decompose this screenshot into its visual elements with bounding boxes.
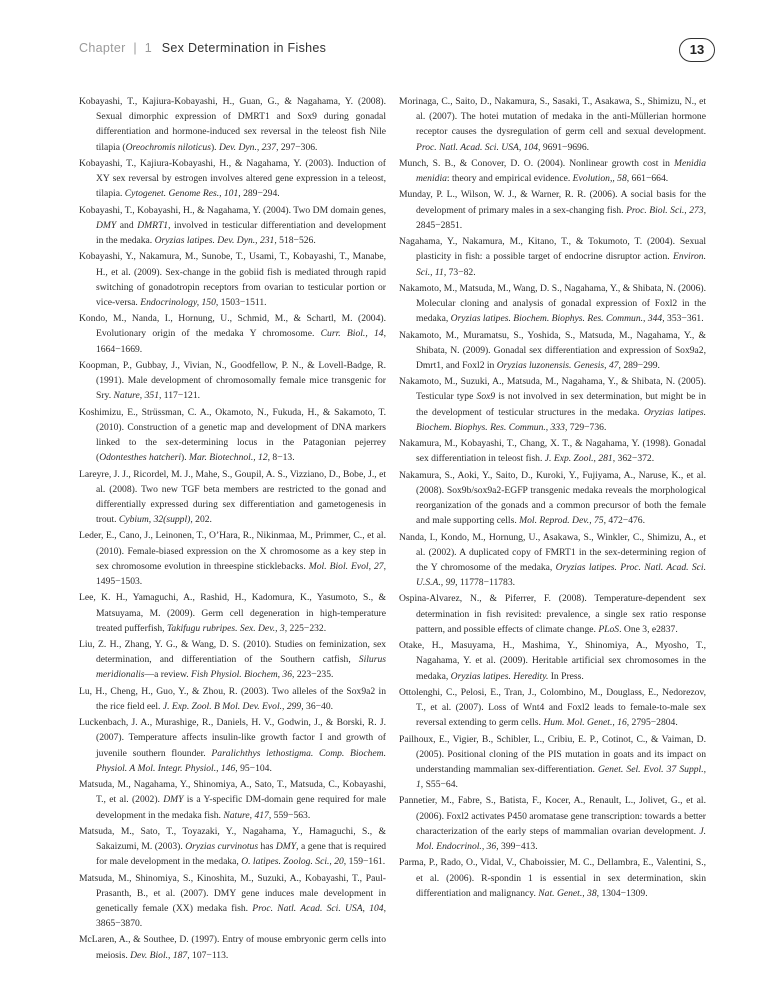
reference-text: , 661−664.	[626, 173, 669, 185]
reference-entry	[79, 156, 386, 202]
reference-text: Luckenbach, J. A., Murashige, R., Daniels, H. V., Godwin, J., & Borski, R. J. (2007). Temperature affects insulin-like growth factor I and growth of juvenile southern flounder.	[79, 717, 386, 759]
reference-text: , 2795−2804.	[626, 717, 678, 729]
reference-italic-text: DMY	[163, 794, 184, 806]
reference-text: , 518−526.	[274, 235, 316, 247]
reference-text: Nakamura, S., Aoki, Y., Saito, D., Kuroki, Y., Fujiyama, A., Naruse, K., et al. (2008). Sox9b/sox9a2-EGFP transgenic medaka reveals the morphological reorganization of the gonads and a common precursor of both the female and male supporting cells.	[399, 469, 706, 527]
reference-text: , S55−64.	[420, 779, 458, 791]
reference-italic-text: DMRT1	[137, 219, 169, 231]
reference-italic-text: J. Exp. Zool., 281	[544, 453, 613, 465]
reference-italic-text: Oryzias latipes. Biochem. Biophys. Res. Commun., 344	[450, 313, 663, 325]
reference-entry	[79, 467, 386, 528]
reference-text: Leder, E., Cano, J., Leinonen, T., O’Hara, R., Nikinmaa, M., Primmer, C., et al. (2010). Female-biased expression on the X chromosome as a key step in sex chromosome evolution in threespine sticklebacks.	[79, 530, 386, 572]
reference-entry	[399, 436, 706, 466]
reference-text: , 1664−1669.	[96, 328, 386, 355]
reference-text: Matsuda, M., Nagahama, Y., Shinomiya, A., Sato, T., Matsuda, C., Kobayashi, T., et al. (2002).	[79, 779, 386, 806]
reference-italic-text: Sox9	[476, 391, 496, 403]
reference-italic-text: Paralichthys lethostigma. Comp. Biochem. Physiol. A Mol. Integr. Physiol., 146	[96, 747, 386, 774]
reference-entry	[79, 249, 386, 310]
reference-text: Munday, P. L., Wilson, W. J., & Warner, R. R. (2006). A social basis for the development of primary males in a sex-changing fish.	[399, 189, 706, 216]
reference-italic-text: Mar. Biotechnol., 12	[189, 452, 268, 464]
reference-text: : theory and empirical evidence.	[446, 173, 573, 185]
reference-entry	[399, 234, 706, 280]
reference-italic-text: Proc. Natl. Acad. Sci. USA, 104	[416, 141, 539, 153]
reference-entry	[399, 638, 706, 684]
reference-italic-text: Fish Physiol. Biochem, 36	[191, 669, 293, 681]
reference-text: , 117−121.	[159, 390, 201, 402]
reference-text: , involved in testicular differentiation and development in the medaka.	[96, 219, 386, 247]
reference-entry	[79, 528, 386, 589]
chapter-heading	[79, 41, 326, 55]
reference-entry	[79, 94, 386, 155]
reference-text: ).	[210, 141, 219, 153]
reference-italic-text: Mol. Biol. Evol, 27	[308, 560, 384, 572]
reference-text: , 202.	[190, 514, 212, 526]
reference-text: , a gene that is required for male development in the medaka,	[96, 841, 386, 868]
reference-text: ).	[181, 452, 190, 464]
reference-text: Pailhoux, E., Vigier, B., Schibler, L., Cribiu, E. P., Cotinot, C., & Vaiman, D. (2005). Positional cloning of the PIS mutation in goats and its impact on understanding mammalian sex-differentiation.	[399, 733, 706, 775]
reference-text: Nakamoto, M., Suzuki, A., Matsuda, M., Nagahama, Y., & Shibata, N. (2005). Testicular type	[399, 376, 706, 403]
reference-text: In Press.	[548, 670, 584, 682]
reference-text: , 1503−1511.	[215, 296, 267, 308]
reference-entry	[399, 732, 706, 793]
reference-italic-text: J. Exp. Zool. B Mol. Dev. Evol., 299	[162, 700, 302, 712]
references-left-column	[79, 94, 386, 964]
reference-text: , 559−563.	[268, 809, 311, 821]
reference-entry	[79, 203, 386, 249]
reference-entry	[79, 932, 386, 962]
chapter-label: Chapter	[79, 41, 126, 55]
reference-entry	[399, 94, 706, 155]
reference-text: , 8−13.	[267, 452, 295, 464]
reference-entry	[79, 684, 386, 714]
reference-italic-text: Takifugu rubripes. Sex. Dev., 3	[166, 622, 285, 634]
reference-entry	[399, 530, 706, 591]
reference-text: Lareyre, J. J., Ricordel, M. J., Mahe, S., Goupil, A. S., Vizziano, D., Bobe, J., et al. (2008). Two new TGF beta members are restricted to the gonad and differentially expressed during sex differentiation and gametogenesis in trout.	[79, 468, 386, 526]
references-right-column	[399, 94, 706, 902]
reference-italic-text: Silurus meridionalis	[96, 654, 386, 681]
reference-text: Ospina-Alvarez, N., & Piferrer, F. (2008). Temperature-dependent sex determination in fish revisited: prevalence, a single sex ratio response pattern, and possible effects of climate change.	[399, 593, 706, 635]
reference-text: , 36−40.	[301, 700, 334, 712]
reference-entry	[79, 824, 386, 870]
reference-text: Nagahama, Y., Nakamura, M., Kitano, T., & Tokumoto, T. (2004). Sexual plasticity in fish: a possible target of endocrine disruptor action.	[399, 236, 706, 263]
reference-text: , 472−476.	[603, 515, 645, 527]
reference-text: , 1304−1309.	[596, 887, 648, 899]
reference-text: Kobayashi, Y., Nakamura, M., Sunobe, T., Usami, T., Kobayashi, T., Manabe, H., et al. (2009). Sex-change in the gobiid fish is mediated through rapid switching of gonadotropin receptors from ovarian to testicular portion or vice-versa.	[79, 251, 386, 308]
reference-italic-text: Nature, 351	[113, 390, 159, 402]
reference-text: McLaren, A., & Southee, D. (1997). Entry of mouse embryonic germ cells into meiosis.	[79, 934, 386, 961]
reference-text: Nakamoto, M., Matsuda, M., Wang, D. S., Nagahama, Y., & Shibata, N. (2006). Molecular cloning and analysis of gonadal expression of Foxl2 in the medaka,	[399, 282, 706, 325]
reference-text: Munch, S. B., & Conover, D. O. (2004). Nonlinear growth cost in	[399, 157, 675, 169]
reference-text: Matsuda, M., Sato, T., Toyazaki, Y., Nagahama, Y., Hamaguchi, S., & Sakaizumi, M. (2003).	[79, 825, 386, 853]
reference-italic-text: Oryzias latipes. Dev. Dyn., 231	[154, 235, 275, 247]
chapter-number: 1	[144, 41, 152, 55]
reference-text: Pannetier, M., Fabre, S., Batista, F., Kocer, A., Renault, L., Jolivet, G., et al. (2006). Foxl2 activates P450 aromatase gene transcription: towards a better characterization of the early steps of mammalian ovarian development.	[399, 795, 706, 837]
reference-entry	[79, 358, 386, 404]
reference-text: , 1495−1503.	[96, 560, 386, 588]
reference-entry	[399, 187, 706, 233]
chapter-title: Sex Determination in Fishes	[161, 41, 327, 55]
reference-entry	[79, 871, 386, 932]
reference-italic-text: Endocrinology, 150	[140, 296, 216, 308]
reference-text: —a review.	[144, 669, 192, 681]
reference-text: Otake, H., Masuyama, H., Mashima, Y., Shinomiya, A., Myosho, T., Nagahama, Y. et al. (2009). Heritable artificial sex chromosomes in the medaka,	[399, 640, 706, 682]
reference-entry	[79, 590, 386, 636]
reference-italic-text: Mol. Reprod. Dev., 75	[519, 515, 604, 527]
reference-italic-text: Curr. Biol., 14	[320, 328, 384, 340]
reference-text: , 3865−3870.	[96, 902, 386, 930]
reference-text: Lee, K. H., Yamaguchi, A., Rashid, H., Kadomura, K., Yasumoto, S., & Matsuyama, M. (2009). Germ cell degeneration in high-temperature treated pufferfish,	[79, 592, 386, 634]
reference-italic-text: Nat. Genet., 38	[538, 887, 597, 899]
reference-italic-text: Dev. Biol., 187	[130, 949, 188, 961]
reference-italic-text: Hum. Mol. Genet., 16	[543, 717, 627, 729]
reference-text: Nakamoto, M., Muramatsu, S., Yoshida, S., Matsuda, M., Nagahama, Y., & Shibata, N. (2009). Gonadal sex differentiation and expression of Sox9a2, Dmrt1, and Foxl2 in	[399, 329, 706, 371]
reference-italic-text: Proc. Natl. Acad. Sci. USA, 104	[252, 902, 384, 914]
reference-italic-text: Environ. Sci., 11	[416, 251, 706, 278]
reference-italic-text: Menidia menidia	[416, 157, 706, 185]
reference-text: Parma, P., Rado, O., Vidal, V., Chaboissier, M. C., Dellambra, E., Valentini, S., et al. (2006). R-spondin 1 is essential in sex determination, skin differentiation and malignancy.	[399, 857, 706, 899]
reference-text: , 11778−11783.	[455, 577, 516, 589]
reference-text: Kobayashi, T., Kobayashi, H., & Nagahama, Y. (2004). Two DM domain genes,	[79, 204, 386, 216]
reference-italic-text: PLoS	[598, 623, 620, 635]
reference-text: , 289−294.	[238, 188, 280, 200]
reference-text: Nakamura, M., Kobayashi, T., Chang, X. T., & Nagahama, Y. (1998). Gonadal sex differentiation in teleost fish.	[399, 438, 706, 465]
reference-italic-text: Oryzias latipes. Proc. Natl. Acad. Sci. U.S.A., 99	[416, 561, 707, 589]
reference-italic-text: Cytogenet. Genome Res., 101	[124, 188, 239, 200]
reference-text: Koshimizu, E., Strüssman, C. A., Okamoto, N., Fukuda, H., & Sakamoto, T. (2010). Construction of a genetic map and development of DNA markers linked to the sex-determining locus in the Patagonian pejerrey (	[79, 406, 386, 464]
reference-entry	[399, 328, 706, 374]
reference-entry	[399, 374, 706, 435]
reference-text: Morinaga, C., Saito, D., Nakamura, S., Sasaki, T., Asakawa, S., Shimizu, N., et al. (2007). The hotei mutation of medaka in the anti-Müllerian hormone receptor causes the dysregulation of germ cell and sexual development.	[399, 96, 706, 138]
reference-italic-text: Oryzias latipes. Biochem. Biophys. Res. Commun., 333	[416, 406, 706, 433]
reference-italic-text: Oryzias curvinotus	[185, 841, 259, 853]
reference-entry	[399, 685, 706, 731]
reference-text: Koopman, P., Gubbay, J., Vivian, N., Goodfellow, P. N., & Lovell-Badge, R. (1991). Male development of chromosomally female mice transgenic for Sry.	[79, 359, 386, 402]
reference-entry	[399, 156, 706, 186]
reference-text: , 9691−9696.	[538, 141, 590, 153]
reference-text: , 95−104.	[235, 762, 272, 774]
reference-text: . One 3, e2837.	[619, 623, 678, 635]
reference-text: , 2845−2851.	[416, 204, 706, 231]
reference-italic-text: Cybium, 32(suppl)	[118, 514, 191, 526]
reference-italic-text: Oryzias luzonensis. Genesis, 47	[496, 359, 619, 371]
reference-italic-text: Oreochromis niloticus	[125, 141, 211, 153]
reference-text: Kobayashi, T., Kajiura-Kobayashi, H., Guan, G., & Nagahama, Y. (2008). Sexual dimorphic expression of DMRT1 and Sox9 during gonadal differentiation and hormone-induced sex reversal in the teleost fish Nile tilapia (	[79, 96, 386, 153]
reference-text: , 107−113.	[187, 949, 229, 961]
reference-text: is a Y-specific DM-domain gene required for male development in the medaka fish.	[96, 794, 386, 821]
reference-entry	[399, 855, 706, 901]
reference-text: , 225−232.	[284, 622, 327, 634]
reference-italic-text: DMY	[96, 219, 117, 231]
reference-text: Matsuda, M., Shinomiya, S., Kinoshita, M., Suzuki, A., Kobayashi, T., Paul-Prasanth, B., et al. (2007). DMY gene induces male development in genetically female (XX) medaka fish.	[79, 872, 386, 914]
reference-text: , 223−235.	[292, 669, 334, 681]
reference-entry	[399, 793, 706, 854]
reference-text: , 289−299.	[618, 359, 660, 371]
running-header	[79, 40, 715, 62]
reference-text: , 362−372.	[612, 453, 655, 465]
chapter-separator: |	[133, 41, 137, 55]
reference-text: has	[258, 841, 276, 853]
reference-italic-text: DMY	[275, 841, 297, 853]
reference-entry	[399, 591, 706, 637]
reference-text: , 159−161.	[343, 856, 386, 868]
reference-entry	[79, 715, 386, 776]
reference-text: , 399−413.	[496, 841, 538, 853]
reference-text: Ottolenghi, C., Pelosi, E., Tran, J., Colombino, M., Douglass, E., Nedorezov, T., et al. (2007). Loss of Wnt4 and Foxl2 leads to female-to-male sex reversal extending to germ cells.	[399, 686, 706, 729]
reference-italic-text: Nature, 417	[223, 809, 269, 821]
reference-text: Kobayashi, T., Kajiura-Kobayashi, H., & Nagahama, Y. (2003). Induction of XY sex reversal by estrogen involves altered gene expression in a teleost, tilapia.	[79, 157, 386, 200]
reference-entry	[79, 777, 386, 823]
reference-text: , 73−82.	[443, 266, 476, 278]
reference-italic-text: Odontesthes hatcheri	[99, 452, 182, 464]
reference-italic-text: Evolution,, 58	[572, 173, 627, 185]
reference-text: Lu, H., Cheng, H., Guo, Y., & Zhou, R. (2003). Two alleles of the Sox9a2 in the rice field eel.	[79, 685, 386, 712]
reference-italic-text: Oryzias latipes. Heredity.	[450, 670, 549, 682]
reference-entry	[79, 311, 386, 357]
reference-text: , 353−361.	[662, 313, 704, 325]
reference-italic-text: Proc. Biol. Sci., 273	[626, 204, 704, 216]
reference-text: Kondo, M., Nanda, I., Hornung, U., Schmid, M., & Schartl, M. (2004). Evolutionary origin of the medaka Y chromosome.	[79, 313, 386, 340]
reference-entry	[79, 637, 386, 683]
reference-entry	[79, 405, 386, 466]
reference-italic-text: Dev. Dyn., 237	[218, 141, 277, 153]
reference-text: and	[116, 219, 138, 231]
reference-entry	[399, 281, 706, 327]
reference-text: , 297−306.	[276, 141, 318, 153]
page-number: 13	[679, 38, 715, 62]
reference-entry	[399, 468, 706, 529]
reference-text: , 729−736.	[564, 421, 607, 433]
reference-text: Liu, Z. H., Zhang, Y. G., & Wang, D. S. (2010). Studies on feminization, sex determination, and differentiation of the Southern catfish,	[79, 639, 386, 666]
reference-text: is not involved in sex determination, but might be in the development of testicular structures in the medaka.	[416, 391, 706, 418]
reference-text: Nanda, I., Kondo, M., Hornung, U., Asakawa, S., Winkler, C., Shimizu, A., et al. (2002). A duplicated copy of FMRT1 in the sex-determining region of the Y chromosome of the medaka,	[399, 531, 706, 573]
reference-italic-text: O. latipes. Zoolog. Sci., 20	[241, 856, 344, 868]
reference-italic-text: J. Mol. Endocrinol., 36	[416, 825, 706, 853]
reference-italic-text: Genet. Sel. Evol. 37 Suppl., 1	[416, 763, 706, 791]
